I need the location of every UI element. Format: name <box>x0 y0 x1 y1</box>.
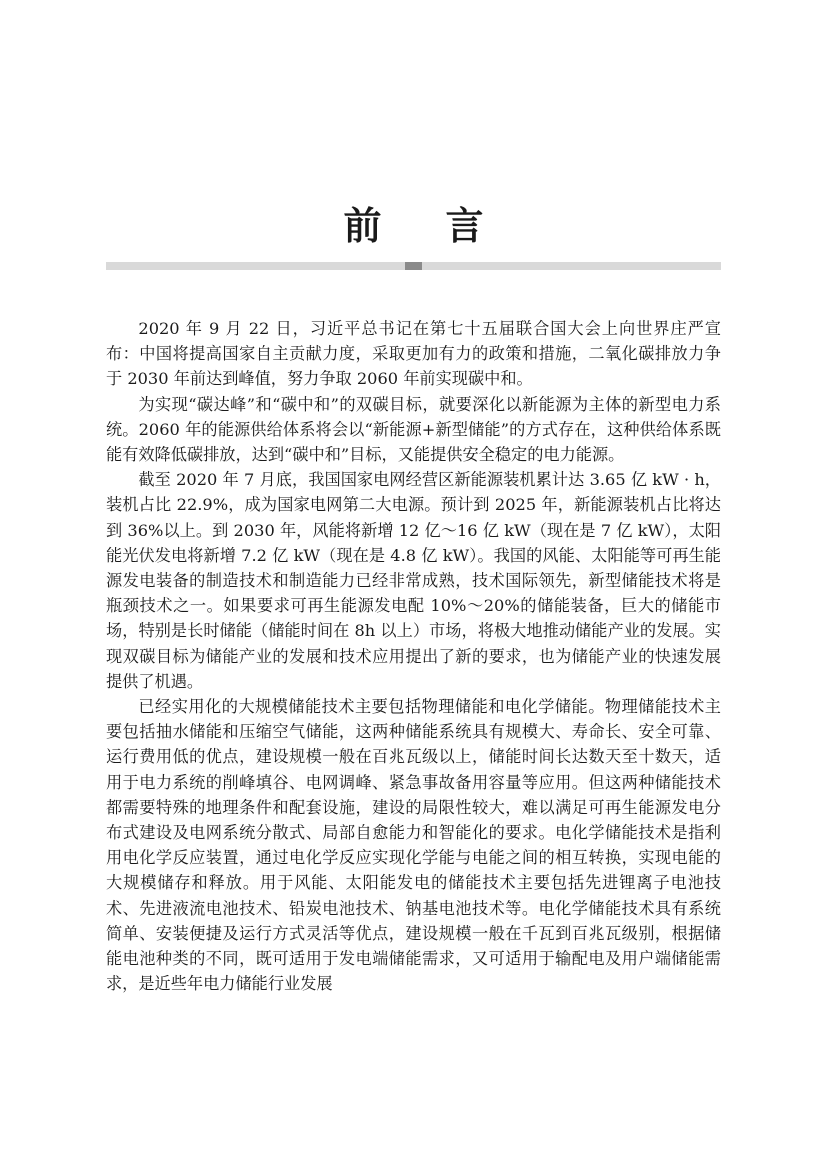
paragraph-4: 已经实用化的大规模储能技术主要包括物理储能和电化学储能。物理储能技术主要包括抽水储能和压缩空气储能，这两种储能系统具有规模大、寿命长、安全可靠、运行费用低的优点，建设规模一般在百兆瓦级以上，储能时间长达数天至十数天，适用于电力系统的削峰填谷、电网调峰、紧急事故备用容量等应用。但这两种储能技术都需要特殊的地理条件和配套设施，建设的局限性较大，难以满足可再生能源发电分布式建设及电网系统分散式、局部自愈能力和智能化的要求。电化学储能技术是指利用电化学反应装置，通过电化学反应实现化学能与电能之间的相互转换，实现电能的大规模储存和释放。用于风能、太阳能发电的储能技术主要包括先进锂离子电池技术、先进液流电池技术、铅炭电池技术、钠基电池技术等。电化学储能技术具有系统简单、安装便捷及运行方式灵活等优点，建设规模一般在千瓦到百兆瓦级别，根据储能电池种类的不同，既可适用于发电端储能需求，又可适用于输配电及用户端储能需求，是近些年电力储能行业发展 <box>106 697 721 994</box>
paragraph-3: 截至 2020 年 7 月底，我国国家电网经营区新能源装机累计达 3.65 亿 kW · h，装机占比 22.9%，成为国家电网第二大电源。预计到 2025 年，新能源装机占比将达到 36%以上。到 2030 年，风能将新增 12 亿～16 亿 kW（现在是 7 亿 kW），太阳能光伏发电将新增 7.2 亿 kW（现在是 4.8 亿 kW）。我国的风能、太阳能等可再生能源发电装备的制造技术和制造能力已经非常成熟，技术国际领先，新型储能技术将是瓶颈技术之一。如果要求可再生能源发电配 10%～20%的储能装备，巨大的储能市场，特别是长时储能（储能时间在 8h 以上）市场，将极大地推动储能产业的发展。实现双碳目标为储能产业的发展和技术应用提出了新的要求，也为储能产业的快速发展提供了机遇。 <box>106 470 721 691</box>
preface-body <box>106 316 721 996</box>
title-char-2: 言 <box>445 203 484 248</box>
page-title <box>0 200 827 252</box>
paragraph-1: 2020 年 9 月 22 日，习近平总书记在第七十五届联合国大会上向世界庄严宣布：中国将提高国家自主贡献力度，采取更加有力的政策和措施，二氧化碳排放力争于 2030 年前达到峰值，努力争取 2060 年前实现碳中和。 <box>106 319 721 389</box>
title-divider-marker <box>405 262 422 270</box>
paragraph-2: 为实现“碳达峰”和“碳中和”的双碳目标，就要深化以新能源为主体的新型电力系统。2060 年的能源供给体系将会以“新能源+新型储能”的方式存在，这种供给体系既能有效降低碳排放，达到“碳中和”目标，又能提供安全稳定的电力能源。 <box>106 394 721 465</box>
title-char-1: 前 <box>343 203 382 248</box>
